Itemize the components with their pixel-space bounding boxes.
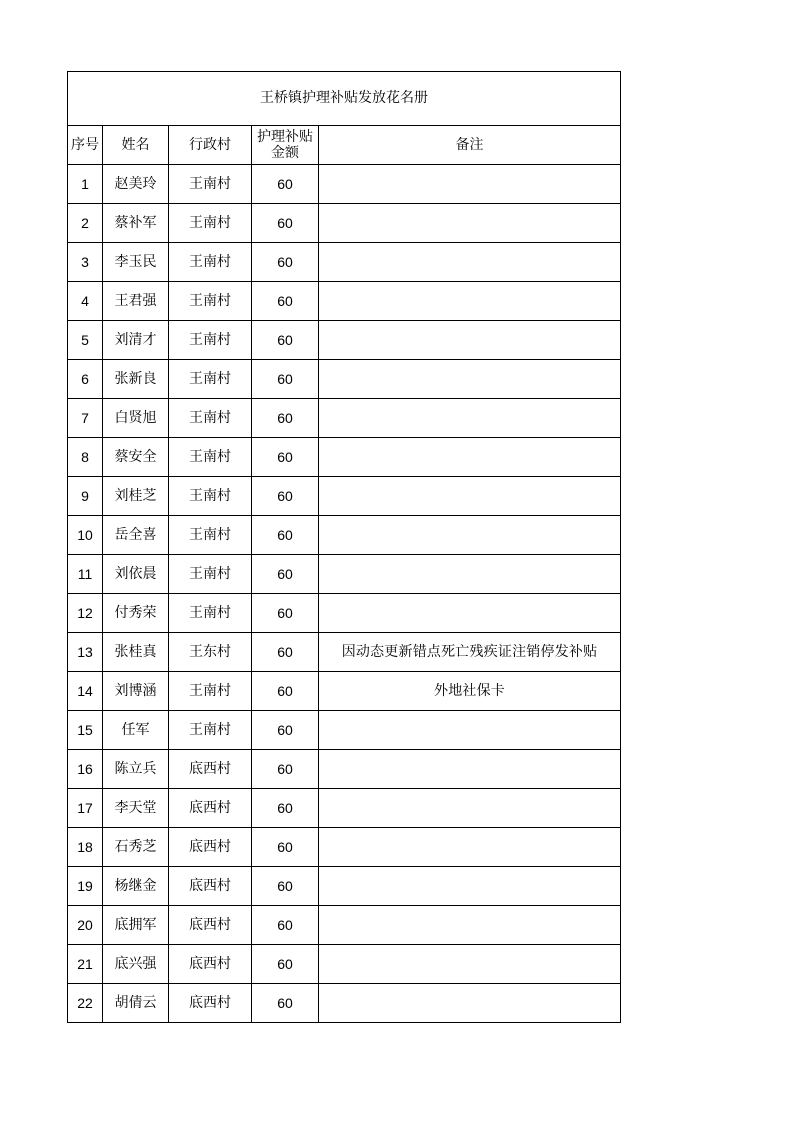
amount-cell: 60	[252, 711, 319, 750]
roster-sheet	[67, 71, 620, 1023]
amount-cell: 60	[252, 672, 319, 711]
seq-cell: 18	[68, 828, 103, 867]
table-row	[68, 789, 621, 828]
table-row	[68, 828, 621, 867]
seq-cell: 17	[68, 789, 103, 828]
village-cell: 王南村	[169, 594, 252, 633]
table-row	[68, 204, 621, 243]
table-row	[68, 594, 621, 633]
table-row	[68, 867, 621, 906]
seq-cell: 13	[68, 633, 103, 672]
seq-cell: 15	[68, 711, 103, 750]
table-row	[68, 282, 621, 321]
seq-cell: 20	[68, 906, 103, 945]
name-cell: 刘桂芝	[103, 477, 169, 516]
village-cell: 王南村	[169, 399, 252, 438]
village-cell: 底西村	[169, 750, 252, 789]
seq-cell: 16	[68, 750, 103, 789]
seq-cell: 4	[68, 282, 103, 321]
amount-cell: 60	[252, 204, 319, 243]
seq-cell: 2	[68, 204, 103, 243]
roster-table	[67, 71, 621, 1023]
name-cell: 张新良	[103, 360, 169, 399]
amount-cell: 60	[252, 789, 319, 828]
remark-cell	[319, 828, 621, 867]
table-row	[68, 633, 621, 672]
amount-cell: 60	[252, 477, 319, 516]
village-cell: 王南村	[169, 477, 252, 516]
village-cell: 底西村	[169, 828, 252, 867]
seq-cell: 3	[68, 243, 103, 282]
header-name: 姓名	[103, 126, 169, 165]
remark-cell	[319, 438, 621, 477]
village-cell: 底西村	[169, 984, 252, 1023]
remark-cell	[319, 867, 621, 906]
name-cell: 张桂真	[103, 633, 169, 672]
seq-cell: 12	[68, 594, 103, 633]
name-cell: 石秀芝	[103, 828, 169, 867]
remark-cell	[319, 399, 621, 438]
village-cell: 王南村	[169, 204, 252, 243]
village-cell: 底西村	[169, 867, 252, 906]
remark-cell: 外地社保卡	[319, 672, 621, 711]
name-cell: 蔡安全	[103, 438, 169, 477]
amount-cell: 60	[252, 438, 319, 477]
village-cell: 王南村	[169, 711, 252, 750]
remark-cell	[319, 282, 621, 321]
village-cell: 底西村	[169, 789, 252, 828]
remark-cell: 因动态更新错点死亡残疾证注销停发补贴	[319, 633, 621, 672]
village-cell: 王南村	[169, 282, 252, 321]
seq-cell: 7	[68, 399, 103, 438]
name-cell: 赵美玲	[103, 165, 169, 204]
name-cell: 刘博涵	[103, 672, 169, 711]
remark-cell	[319, 204, 621, 243]
village-cell: 王南村	[169, 360, 252, 399]
remark-cell	[319, 945, 621, 984]
village-cell: 王南村	[169, 516, 252, 555]
amount-cell: 60	[252, 516, 319, 555]
table-row	[68, 555, 621, 594]
remark-cell	[319, 243, 621, 282]
table-row	[68, 750, 621, 789]
title-row	[68, 72, 621, 126]
name-cell: 刘依晨	[103, 555, 169, 594]
table-row	[68, 438, 621, 477]
remark-cell	[319, 516, 621, 555]
amount-cell: 60	[252, 399, 319, 438]
village-cell: 王南村	[169, 672, 252, 711]
name-cell: 付秀荣	[103, 594, 169, 633]
seq-cell: 6	[68, 360, 103, 399]
amount-cell: 60	[252, 594, 319, 633]
amount-cell: 60	[252, 906, 319, 945]
name-cell: 蔡补军	[103, 204, 169, 243]
village-cell: 王南村	[169, 165, 252, 204]
amount-cell: 60	[252, 867, 319, 906]
amount-cell: 60	[252, 321, 319, 360]
seq-cell: 22	[68, 984, 103, 1023]
seq-cell: 19	[68, 867, 103, 906]
village-cell: 王南村	[169, 555, 252, 594]
header-village: 行政村	[169, 126, 252, 165]
table-row	[68, 672, 621, 711]
amount-cell: 60	[252, 828, 319, 867]
document-title: 王桥镇护理补贴发放花名册	[68, 72, 621, 126]
village-cell: 王南村	[169, 321, 252, 360]
table-row	[68, 360, 621, 399]
remark-cell	[319, 555, 621, 594]
village-cell: 王南村	[169, 243, 252, 282]
seq-cell: 5	[68, 321, 103, 360]
name-cell: 任军	[103, 711, 169, 750]
remark-cell	[319, 360, 621, 399]
remark-cell	[319, 711, 621, 750]
village-cell: 王东村	[169, 633, 252, 672]
header-row	[68, 126, 621, 165]
remark-cell	[319, 165, 621, 204]
name-cell: 陈立兵	[103, 750, 169, 789]
seq-cell: 14	[68, 672, 103, 711]
amount-cell: 60	[252, 243, 319, 282]
amount-cell: 60	[252, 165, 319, 204]
seq-cell: 9	[68, 477, 103, 516]
seq-cell: 10	[68, 516, 103, 555]
name-cell: 王君强	[103, 282, 169, 321]
header-seq: 序号	[68, 126, 103, 165]
remark-cell	[319, 594, 621, 633]
table-row	[68, 984, 621, 1023]
amount-cell: 60	[252, 360, 319, 399]
name-cell: 底拥军	[103, 906, 169, 945]
seq-cell: 11	[68, 555, 103, 594]
table-row	[68, 711, 621, 750]
table-row	[68, 945, 621, 984]
remark-cell	[319, 789, 621, 828]
village-cell: 底西村	[169, 906, 252, 945]
amount-cell: 60	[252, 555, 319, 594]
name-cell: 杨继金	[103, 867, 169, 906]
remark-cell	[319, 321, 621, 360]
seq-cell: 21	[68, 945, 103, 984]
table-row	[68, 906, 621, 945]
table-row	[68, 243, 621, 282]
name-cell: 白贤旭	[103, 399, 169, 438]
village-cell: 王南村	[169, 438, 252, 477]
table-row	[68, 165, 621, 204]
amount-cell: 60	[252, 945, 319, 984]
table-row	[68, 477, 621, 516]
name-cell: 李天堂	[103, 789, 169, 828]
remark-cell	[319, 477, 621, 516]
remark-cell	[319, 984, 621, 1023]
name-cell: 刘清才	[103, 321, 169, 360]
amount-cell: 60	[252, 750, 319, 789]
name-cell: 岳全喜	[103, 516, 169, 555]
remark-cell	[319, 750, 621, 789]
name-cell: 李玉民	[103, 243, 169, 282]
header-amount: 护理补贴金额	[252, 126, 319, 165]
name-cell: 胡倩云	[103, 984, 169, 1023]
amount-cell: 60	[252, 633, 319, 672]
amount-cell: 60	[252, 984, 319, 1023]
table-row	[68, 516, 621, 555]
remark-cell	[319, 906, 621, 945]
table-row	[68, 399, 621, 438]
seq-cell: 1	[68, 165, 103, 204]
village-cell: 底西村	[169, 945, 252, 984]
seq-cell: 8	[68, 438, 103, 477]
table-row	[68, 321, 621, 360]
header-remark: 备注	[319, 126, 621, 165]
name-cell: 底兴强	[103, 945, 169, 984]
amount-cell: 60	[252, 282, 319, 321]
